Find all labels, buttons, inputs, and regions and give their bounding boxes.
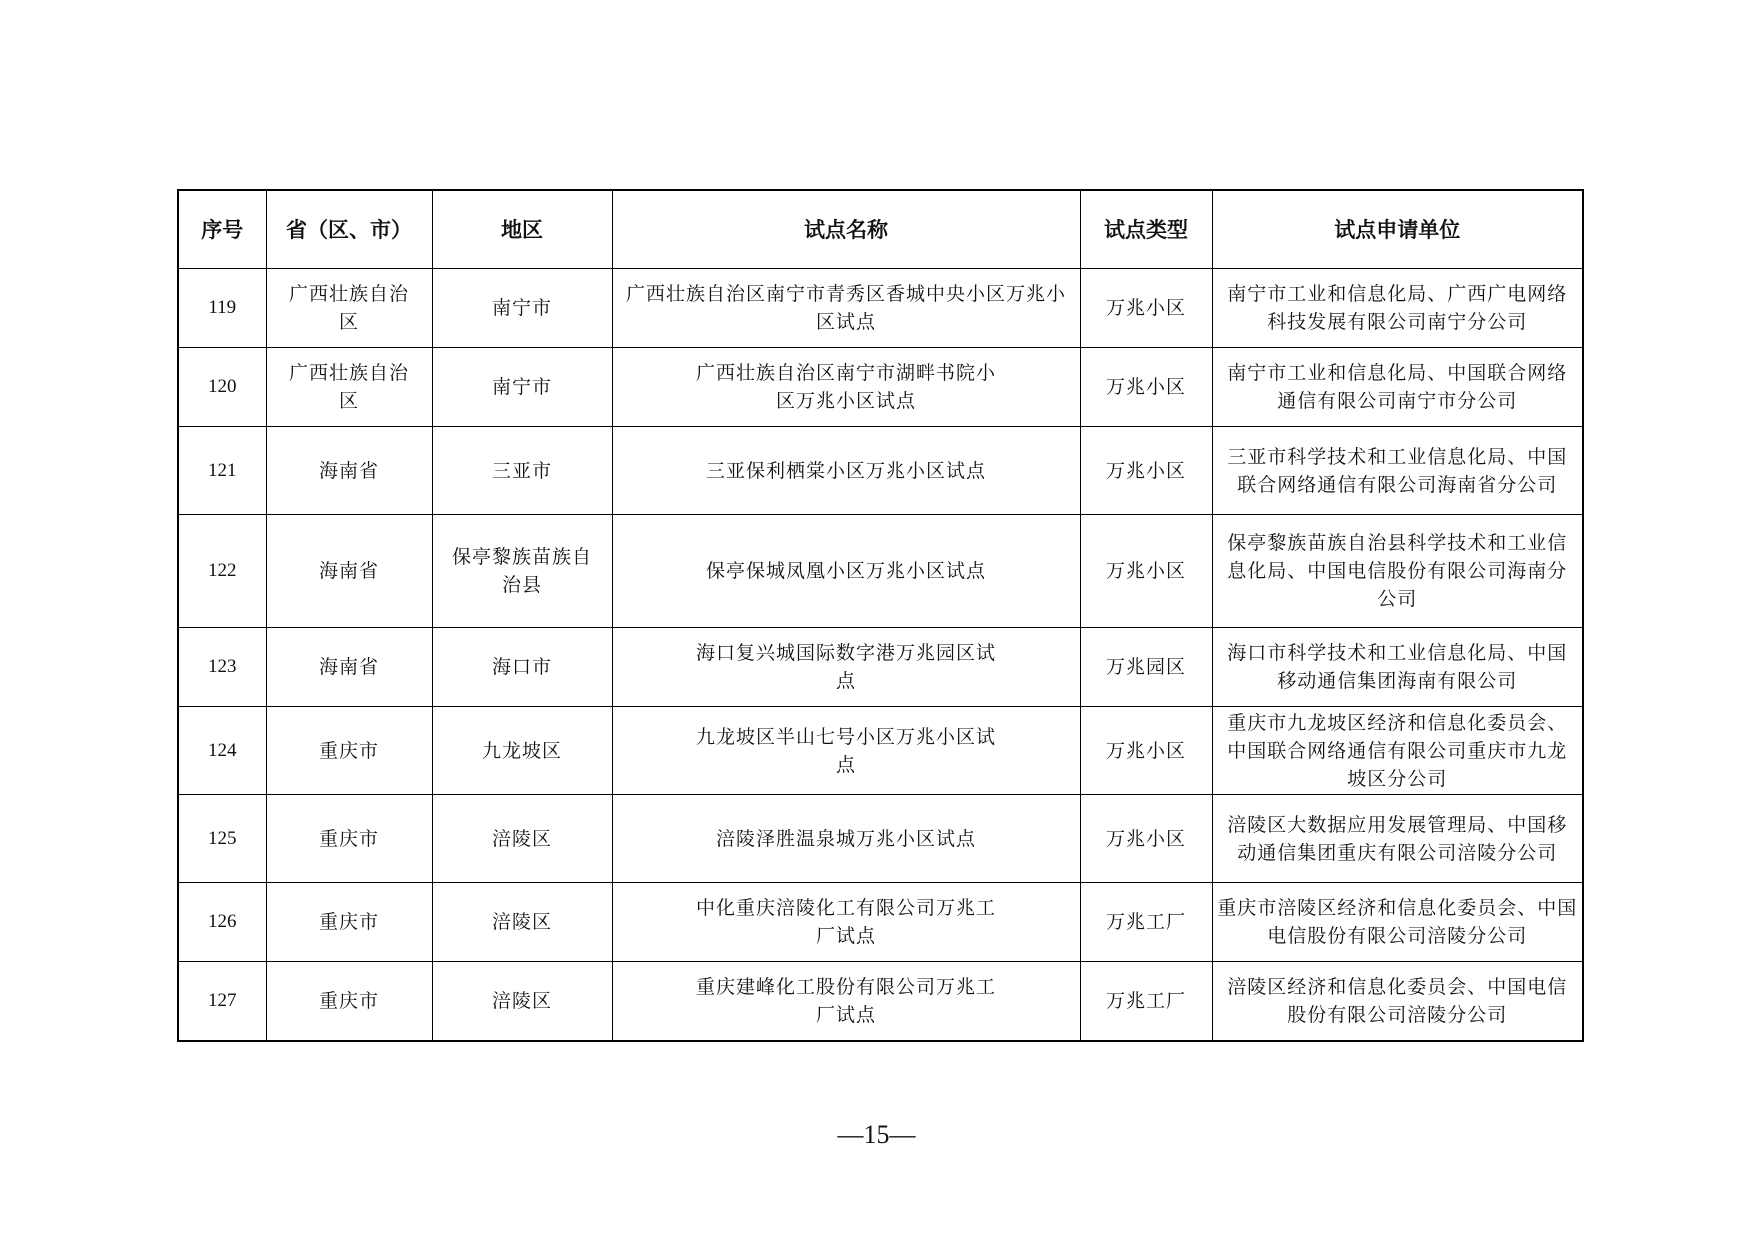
cell-serial-number: 123	[178, 628, 266, 707]
cell-serial-number: 126	[178, 883, 266, 962]
header-pilot-name: 试点名称	[612, 190, 1080, 269]
cell-province: 广西壮族自治区	[266, 348, 432, 427]
cell-pilot-name: 中化重庆涪陵化工有限公司万兆工厂试点	[612, 883, 1080, 962]
cell-applicant: 重庆市涪陵区经济和信息化委员会、中国电信股份有限公司涪陵分公司	[1212, 883, 1583, 962]
cell-pilot-name: 保亭保城凤凰小区万兆小区试点	[612, 515, 1080, 628]
cell-serial-number: 122	[178, 515, 266, 628]
table-row	[178, 962, 1583, 1041]
cell-region: 涪陵区	[432, 795, 612, 883]
table-header-row	[178, 190, 1583, 269]
cell-province: 重庆市	[266, 795, 432, 883]
cell-pilot-type: 万兆小区	[1080, 707, 1212, 795]
cell-applicant: 南宁市工业和信息化局、广西广电网络科技发展有限公司南宁分公司	[1212, 269, 1583, 348]
cell-serial-number: 119	[178, 269, 266, 348]
cell-pilot-type: 万兆小区	[1080, 515, 1212, 628]
cell-applicant: 保亭黎族苗族自治县科学技术和工业信息化局、中国电信股份有限公司海南分公司	[1212, 515, 1583, 628]
cell-pilot-type: 万兆工厂	[1080, 962, 1212, 1041]
cell-province: 重庆市	[266, 707, 432, 795]
table-row	[178, 883, 1583, 962]
cell-pilot-name: 广西壮族自治区南宁市湖畔书院小区万兆小区试点	[612, 348, 1080, 427]
cell-applicant: 南宁市工业和信息化局、中国联合网络通信有限公司南宁市分公司	[1212, 348, 1583, 427]
header-pilot-type: 试点类型	[1080, 190, 1212, 269]
table-row	[178, 628, 1583, 707]
cell-serial-number: 127	[178, 962, 266, 1041]
cell-region: 涪陵区	[432, 883, 612, 962]
cell-applicant: 海口市科学技术和工业信息化局、中国移动通信集团海南有限公司	[1212, 628, 1583, 707]
cell-pilot-name: 三亚保利栖棠小区万兆小区试点	[612, 427, 1080, 515]
cell-province: 海南省	[266, 427, 432, 515]
cell-province: 重庆市	[266, 883, 432, 962]
cell-applicant: 重庆市九龙坡区经济和信息化委员会、中国联合网络通信有限公司重庆市九龙坡区分公司	[1212, 707, 1583, 795]
cell-province: 广西壮族自治区	[266, 269, 432, 348]
cell-serial-number: 124	[178, 707, 266, 795]
cell-pilot-name: 涪陵泽胜温泉城万兆小区试点	[612, 795, 1080, 883]
cell-applicant: 涪陵区经济和信息化委员会、中国电信股份有限公司涪陵分公司	[1212, 962, 1583, 1041]
cell-pilot-type: 万兆小区	[1080, 795, 1212, 883]
cell-pilot-name: 九龙坡区半山七号小区万兆小区试点	[612, 707, 1080, 795]
header-province: 省（区、市）	[266, 190, 432, 269]
cell-serial-number: 125	[178, 795, 266, 883]
table-row	[178, 427, 1583, 515]
cell-region: 九龙坡区	[432, 707, 612, 795]
cell-serial-number: 121	[178, 427, 266, 515]
cell-region: 三亚市	[432, 427, 612, 515]
cell-pilot-type: 万兆工厂	[1080, 883, 1212, 962]
cell-pilot-name: 重庆建峰化工股份有限公司万兆工厂试点	[612, 962, 1080, 1041]
cell-pilot-type: 万兆园区	[1080, 628, 1212, 707]
cell-applicant: 三亚市科学技术和工业信息化局、中国联合网络通信有限公司海南省分公司	[1212, 427, 1583, 515]
pilot-list-table	[177, 189, 1584, 1042]
header-serial-number: 序号	[178, 190, 266, 269]
cell-pilot-type: 万兆小区	[1080, 269, 1212, 348]
cell-region: 涪陵区	[432, 962, 612, 1041]
header-region: 地区	[432, 190, 612, 269]
table-row	[178, 515, 1583, 628]
cell-region: 南宁市	[432, 348, 612, 427]
table-row	[178, 707, 1583, 795]
cell-province: 重庆市	[266, 962, 432, 1041]
cell-pilot-name: 海口复兴城国际数字港万兆园区试点	[612, 628, 1080, 707]
cell-pilot-name: 广西壮族自治区南宁市青秀区香城中央小区万兆小区试点	[612, 269, 1080, 348]
cell-region: 海口市	[432, 628, 612, 707]
cell-province: 海南省	[266, 515, 432, 628]
cell-applicant: 涪陵区大数据应用发展管理局、中国移动通信集团重庆有限公司涪陵分公司	[1212, 795, 1583, 883]
page-number: —15—	[837, 1120, 916, 1149]
table-row	[178, 348, 1583, 427]
cell-region: 南宁市	[432, 269, 612, 348]
cell-pilot-type: 万兆小区	[1080, 427, 1212, 515]
cell-serial-number: 120	[178, 348, 266, 427]
table-row	[178, 795, 1583, 883]
header-applicant: 试点申请单位	[1212, 190, 1583, 269]
cell-pilot-type: 万兆小区	[1080, 348, 1212, 427]
cell-region: 保亭黎族苗族自治县	[432, 515, 612, 628]
table-row	[178, 269, 1583, 348]
cell-province: 海南省	[266, 628, 432, 707]
